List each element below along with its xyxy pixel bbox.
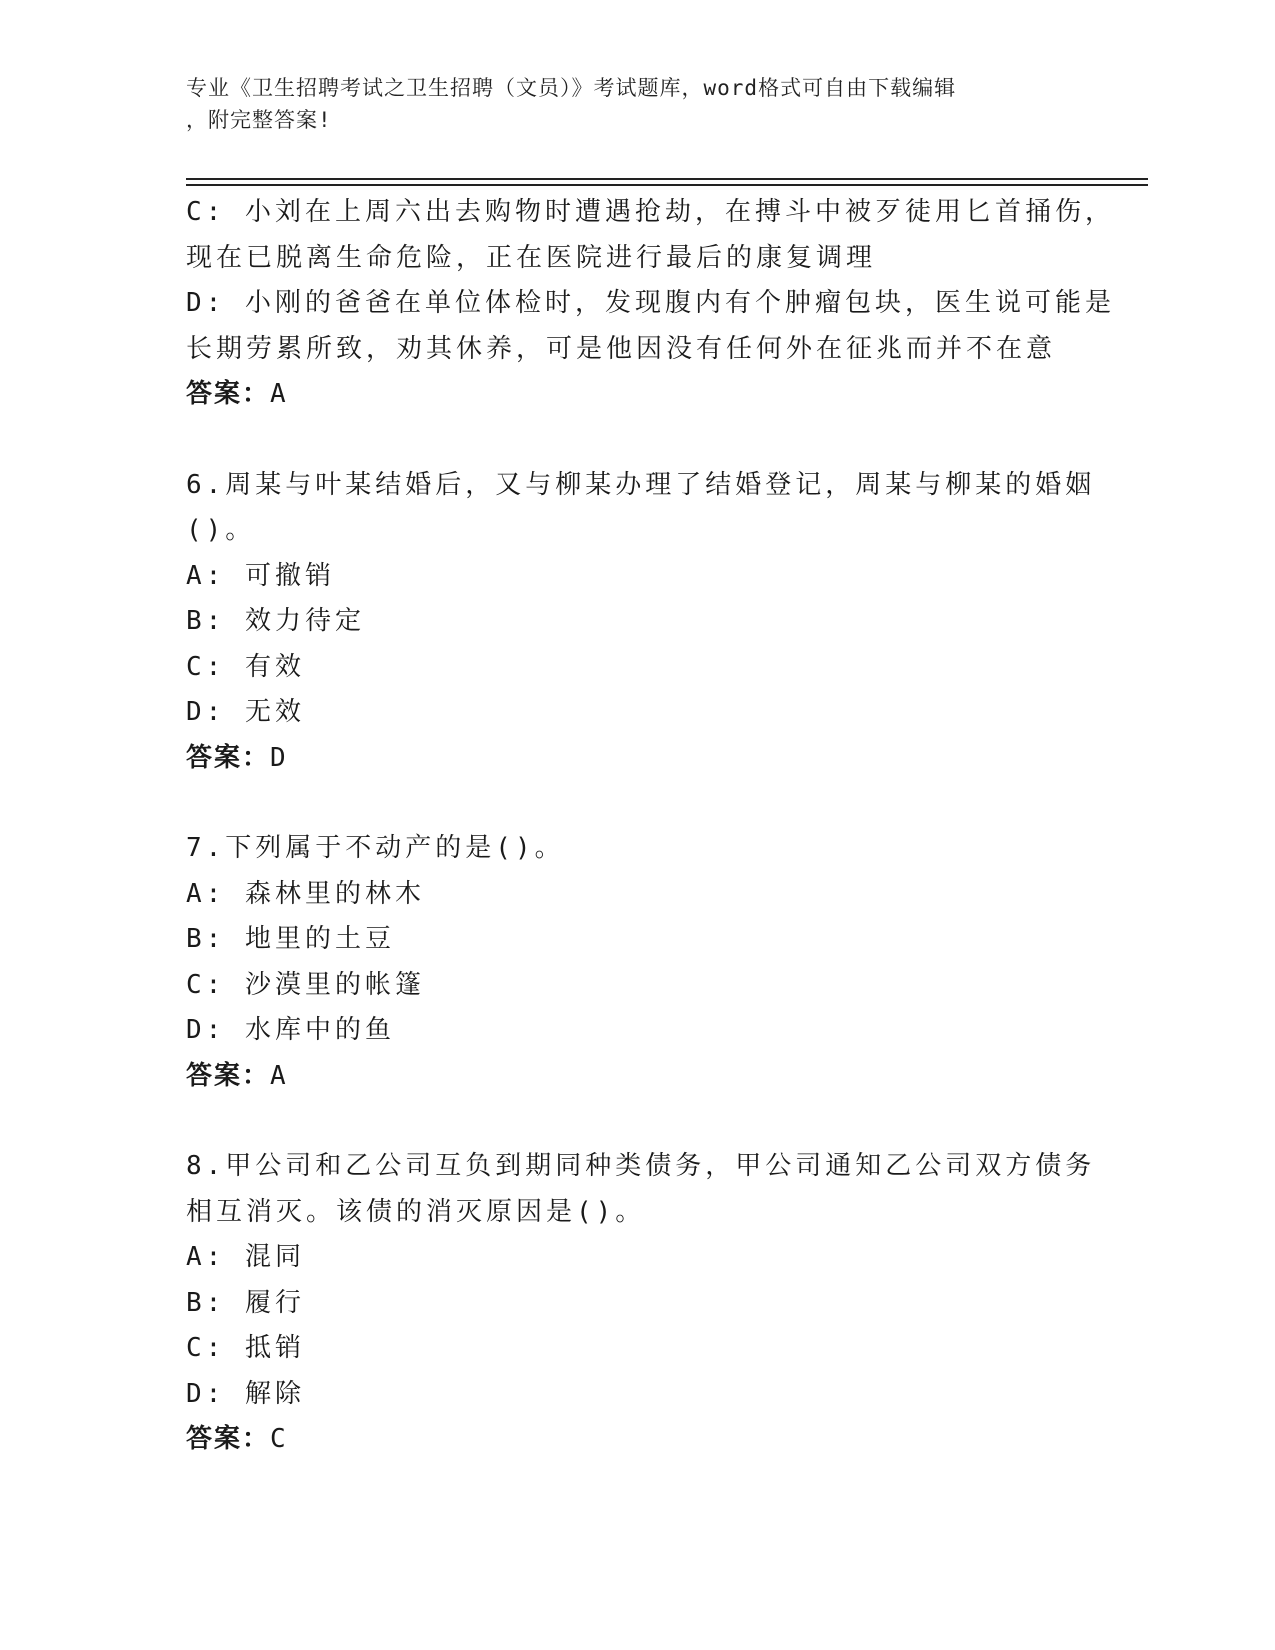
option-d: D: 解除 [186,1378,305,1409]
answer-label: 答案： [186,742,271,773]
option-d: D: 水库中的鱼 [186,1015,395,1045]
document-header [186,72,1086,136]
answer-value: C [270,1424,288,1454]
option-c: C: 有效 [186,651,305,682]
option-c: C: 小刘在上周六出去购物时遭遇抢劫，在搏斗中被歹徒用匕首捅伤， [186,197,1115,227]
answer-label: 答案： [186,379,271,409]
header-title-line-continued: ，附完整答案! [186,108,332,132]
answer-line [186,736,1106,782]
option-b: B: 履行 [186,1287,305,1318]
option-c: C: 抵销 [186,1333,305,1363]
question-stem-continued: ()。 [186,515,256,545]
divider-line-bottom [186,184,1148,186]
question-stem-continued: 相互消灭。该债的消灭原因是()。 [186,1196,646,1227]
option-a: A: 混同 [186,1242,305,1272]
option-b: B: 效力待定 [186,606,365,636]
question-stem: 7.下列属于不动产的是()。 [186,833,565,863]
question-spacer [186,781,1106,826]
question-spacer [186,1099,1106,1144]
question-8 [186,1144,1106,1463]
answer-value: A [270,1060,288,1091]
question-6 [186,463,1106,782]
option-b: B: 地里的土豆 [186,924,395,954]
option-c: C: 沙漠里的帐篷 [186,969,425,1000]
answer-label: 答案： [186,1060,271,1091]
option-a: A: 可撤销 [186,560,335,591]
answer-label: 答案： [186,1424,271,1454]
divider-line-top [186,178,1148,180]
question-5-continued [186,190,1115,418]
header-title-line: 专业《卫生招聘考试之卫生招聘（文员）》考试题库，word格式可自由下载编辑 [186,76,957,100]
answer-value: D [270,742,288,773]
answer-value: A [270,379,288,409]
answer-line [186,1417,1106,1463]
answer-line [186,372,1106,418]
question-7 [186,826,1106,1099]
option-d: D: 无效 [186,697,305,727]
question-stem: 6.周某与叶某结婚后，又与柳某办理了结婚登记，周某与柳某的婚姻 [186,469,1096,500]
header-divider [186,178,1148,186]
question-content [186,190,1115,1463]
option-c-continued: 现在已脱离生命危险，正在医院进行最后的康复调理 [186,242,877,273]
answer-line [186,1054,1106,1100]
question-stem: 8.甲公司和乙公司互负到期同种类债务，甲公司通知乙公司双方债务 [186,1151,1096,1181]
option-d-continued: 长期劳累所致，劝其休养，可是他因没有任何外在征兆而并不在意 [186,333,1057,364]
option-a: A: 森林里的林木 [186,878,425,909]
option-d: D: 小刚的爸爸在单位体检时，发现腹内有个肿瘤包块，医生说可能是 [186,288,1115,318]
question-spacer [186,418,1106,463]
